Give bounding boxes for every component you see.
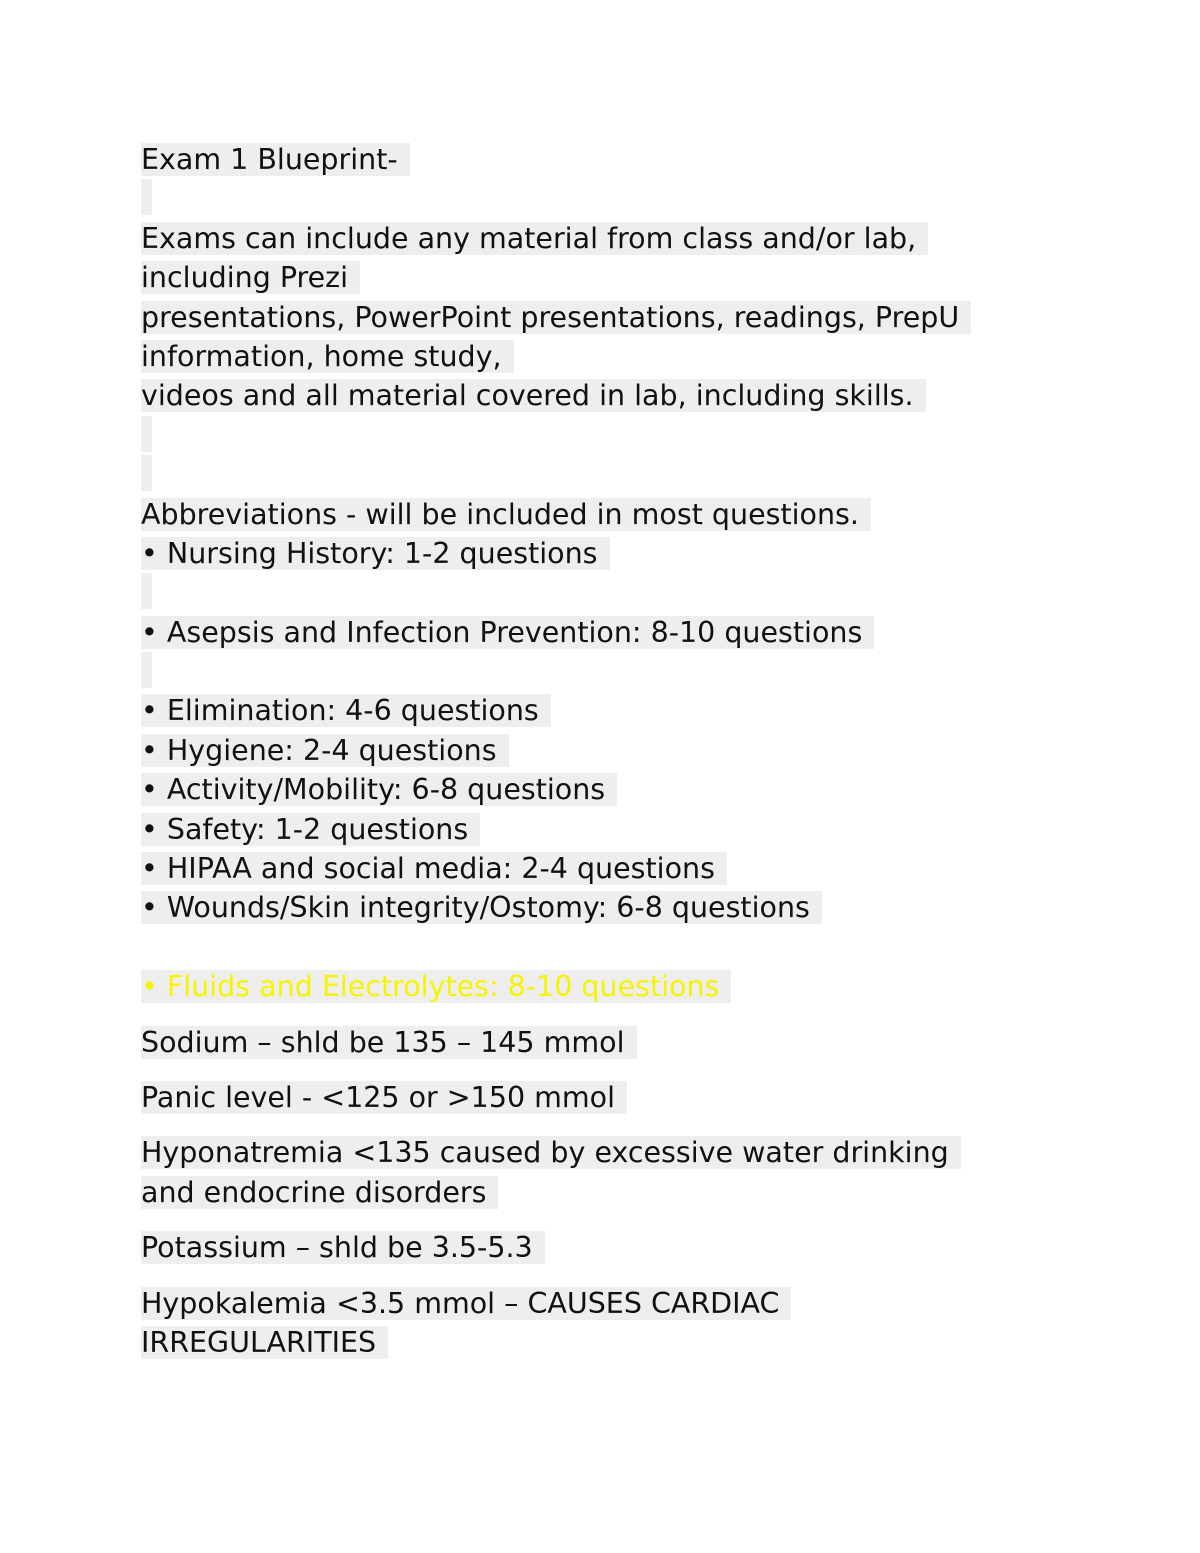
intro-line: including Prezi [141, 258, 1071, 297]
document-page [141, 140, 1071, 1362]
note-line: Hypokalemia <3.5 mmol – CAUSES CARDIAC [141, 1284, 1071, 1323]
document-title: Exam 1 Blueprint- [141, 140, 1071, 179]
note-line: and endocrine disorders [141, 1173, 1071, 1212]
topic-item: • Nursing History: 1-2 questions [141, 534, 1071, 573]
highlighted-topic: • Fluids and Electrolytes: 8-10 questions [141, 967, 1071, 1006]
note-line: Panic level - <125 or >150 mmol [141, 1078, 1071, 1117]
note-line: IRREGULARITIES [141, 1323, 1071, 1362]
intro-line: Exams can include any material from class and/or lab, [141, 219, 1071, 258]
blank-line [141, 573, 1071, 612]
note-line: Hyponatremia <135 caused by excessive water drinking [141, 1133, 1071, 1172]
topic-item: • Hygiene: 2-4 questions [141, 731, 1071, 770]
abbreviations-note: Abbreviations - will be included in most questions. [141, 495, 1071, 534]
topic-item: • Activity/Mobility: 6-8 questions [141, 770, 1071, 809]
note-line: Sodium – shld be 135 – 145 mmol [141, 1023, 1071, 1062]
topic-item: • Asepsis and Infection Prevention: 8-10 questions [141, 613, 1071, 652]
blank-line [141, 652, 1071, 691]
intro-line: videos and all material covered in lab, including skills. [141, 376, 1071, 415]
topic-item: • Wounds/Skin integrity/Ostomy: 6-8 questions [141, 888, 1071, 927]
blank-line [141, 455, 1071, 494]
topic-item: • HIPAA and social media: 2-4 questions [141, 849, 1071, 888]
note-line: Potassium – shld be 3.5-5.3 [141, 1228, 1071, 1267]
topic-item: • Elimination: 4-6 questions [141, 691, 1071, 730]
intro-line: information, home study, [141, 337, 1071, 376]
blank-line [141, 179, 1071, 218]
intro-line: presentations, PowerPoint presentations, readings, PrepU [141, 298, 1071, 337]
blank-line [141, 416, 1071, 455]
topic-item: • Safety: 1-2 questions [141, 810, 1071, 849]
